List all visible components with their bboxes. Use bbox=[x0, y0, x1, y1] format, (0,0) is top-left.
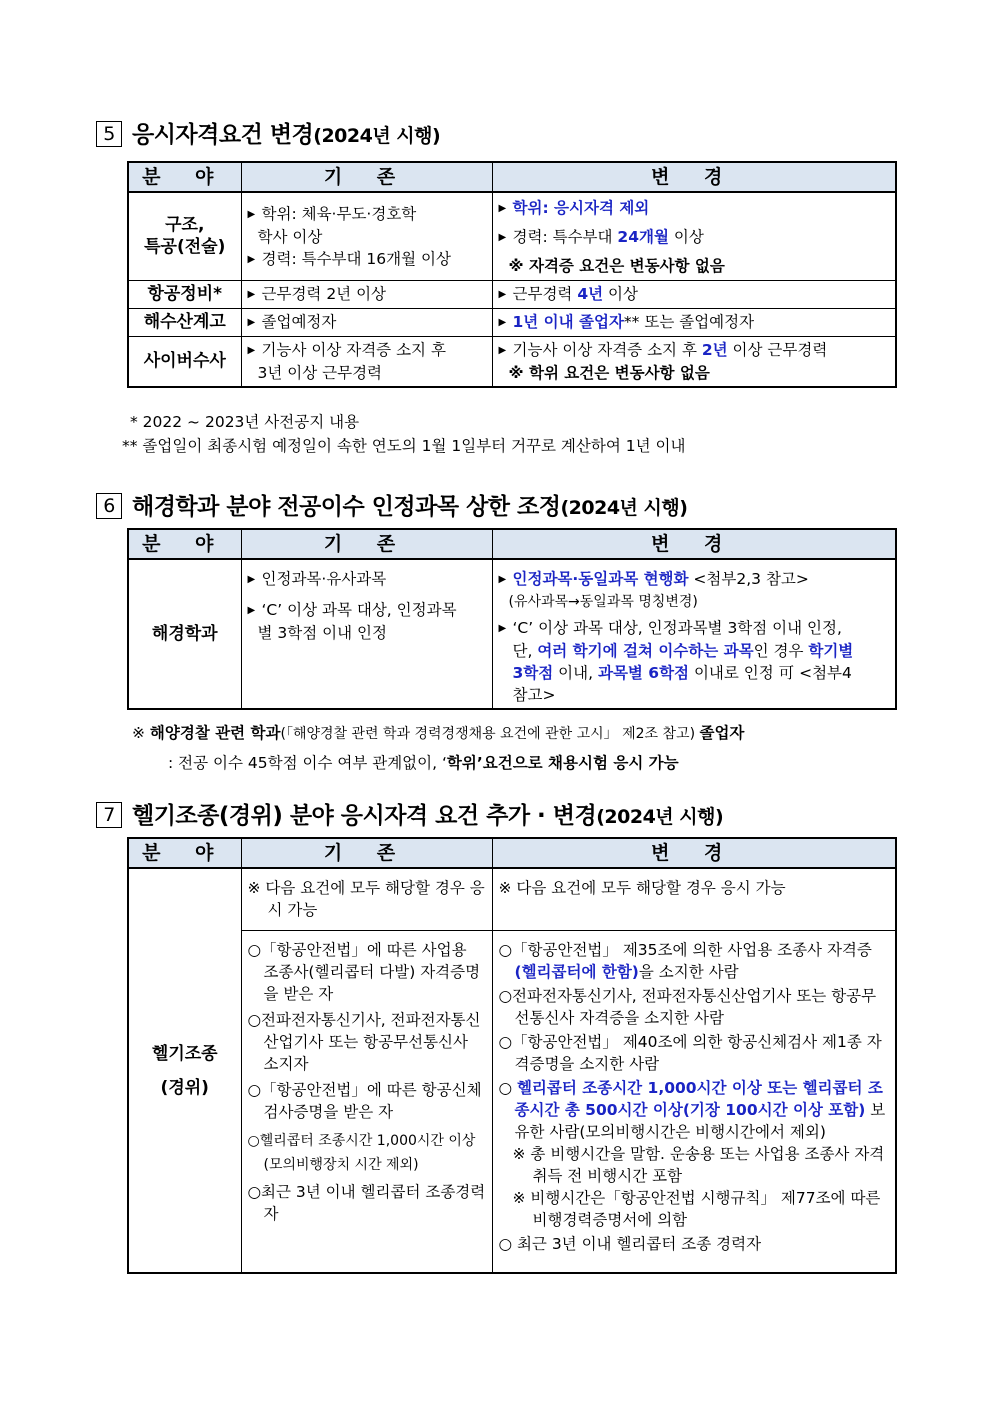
table-section-7 bbox=[127, 837, 897, 1274]
header-change: 변 경 bbox=[492, 529, 896, 559]
footnote-2: ** 졸업일이 최종시험 예정일이 속한 연도의 1월 1일부터 거꾸로 계산하여 1년 이내 bbox=[122, 437, 686, 455]
header-existing: 기 존 bbox=[241, 838, 492, 868]
footnote-1: * 2022 ~ 2023년 사전공지 내용 bbox=[130, 413, 360, 431]
section-number: 6 bbox=[96, 493, 122, 519]
section-7-title bbox=[96, 797, 723, 830]
row-category: 구조, 특공(전술) bbox=[128, 192, 241, 280]
existing-cell: ※ 다음 요건에 모두 해당할 경우 응시 가능 bbox=[241, 868, 492, 930]
header-existing: 기 존 bbox=[241, 529, 492, 559]
table-section-5 bbox=[127, 161, 897, 388]
section-number: 5 bbox=[96, 121, 122, 147]
change-cell: ※ 다음 요건에 모두 해당할 경우 응시 가능 bbox=[492, 868, 896, 930]
section-year: (2024년 시행) bbox=[596, 806, 724, 828]
table-row bbox=[128, 559, 896, 709]
existing-cell: ▶ 졸업예정자 bbox=[241, 308, 492, 336]
header-field: 분 야 bbox=[128, 529, 241, 559]
existing-cell: ▶ 기능사 이상 자격증 소지 후 3년 이상 근무경력 bbox=[241, 336, 492, 387]
change-cell: ▶ 1년 이내 졸업자** 또는 졸업예정자 bbox=[492, 308, 896, 336]
section-5-title bbox=[96, 116, 440, 149]
table-row bbox=[128, 280, 896, 308]
table-row bbox=[128, 192, 896, 280]
row-category: 해수산계고 bbox=[128, 308, 241, 336]
existing-cell: ▶ 근무경력 2년 이상 bbox=[241, 280, 492, 308]
note-department: ※ 해양경찰 관련 학과(「해양경찰 관련 학과 경력경쟁채용 요건에 관한 고시」 제2조 참고) 졸업자 bbox=[132, 724, 745, 742]
existing-cell: ▶ 학위: 체육·무도·경호학 학사 이상 ▶ 경력: 특수부대 16개월 이상 bbox=[241, 192, 492, 280]
table-row bbox=[128, 308, 896, 336]
header-field: 분 야 bbox=[128, 838, 241, 868]
row-category: 항공정비* bbox=[128, 280, 241, 308]
section-title-text: 헬기조종(경위) 분야 응시자격 요건 추가 · 변경 bbox=[132, 803, 597, 829]
note-degree: : 전공 이수 45학점 이수 여부 관계없이, ‘학위’요건으로 채용시험 응시 가능 bbox=[168, 754, 679, 772]
change-cell: ▶ 학위: 응시자격 제외 ▶ 경력: 특수부대 24개월 이상 ※ 자격증 요건은 변동사항 없음 bbox=[492, 192, 896, 280]
change-cell: ○「항공안전법」 제35조에 의한 사업용 조종사 자격증 (헬리콥터에 한함)을 소지한 사람 ○전파전자통신기사, 전파전자통신산업기사 또는 항공무선통신사 자격증을 소지한 사람 ○「항공안전법」 제40조에 의한 항공신체검사 제1종 자격증명을 소지한 사람 ○ 헬리콥터 조종시간 1,000시간 이상 또는 헬리콥터 조종시간 총 500시간 이상(기장 100시간 이상 포함) 보유한 사람(모의비행시간은 비행시간에서 제외) ※ 총 비행시간을 말함. 운송용 또는 사업용 조종사 자격 취득 전 비행시간 포함 ※ 비행시간은「항공안전법 시행규칙」 제77조에 따른 비행경력증명서에 의함 ○ 최근 3년 이내 헬리콥터 조종 경력자 bbox=[492, 930, 896, 1273]
header-field: 분 야 bbox=[128, 162, 241, 192]
section-year: (2024년 시행) bbox=[313, 125, 441, 147]
table-section-6 bbox=[127, 528, 897, 710]
header-change: 변 경 bbox=[492, 838, 896, 868]
change-cell: ▶ 기능사 이상 자격증 소지 후 2년 이상 근무경력 ※ 학위 요건은 변동사항 없음 bbox=[492, 336, 896, 387]
change-cell: ▶ 인정과목·동일과목 현행화 <첨부2,3 참고> (유사과목→동일과목 명칭변경) ▶ ‘C’ 이상 과목 대상, 인정과목별 3학점 이내 인정, 단, 여러 학기에 걸쳐 이수하는 과목인 경우 학기별 3학점 이내, 과목별 6학점 이내로 인정 可 <첨부4 참고> bbox=[492, 559, 896, 709]
change-cell: ▶ 근무경력 4년 이상 bbox=[492, 280, 896, 308]
existing-cell: ○「항공안전법」에 따른 사업용 조종사(헬리콥터 다발) 자격증명을 받은 자 ○전파전자통신기사, 전파전자통신산업기사 또는 항공무선통신사 소지자 ○「항공안전법」에 따른 항공신체검사증명을 받은 자 ○헬리콥터 조종시간 1,000시간 이상(모의비행장치 시간 제외) ○최근 3년 이내 헬리콥터 조종경력자 bbox=[241, 930, 492, 1273]
table-row bbox=[128, 868, 896, 930]
header-change: 변 경 bbox=[492, 162, 896, 192]
section-title-text: 해경학과 분야 전공이수 인정과목 상한 조정 bbox=[132, 494, 561, 520]
section-number: 7 bbox=[96, 802, 122, 828]
table-row bbox=[128, 336, 896, 387]
section-year: (2024년 시행) bbox=[560, 497, 688, 519]
section-6-title bbox=[96, 488, 687, 521]
header-existing: 기 존 bbox=[241, 162, 492, 192]
section-title-text: 응시자격요건 변경 bbox=[132, 122, 314, 148]
table-row bbox=[128, 930, 896, 1273]
row-category: 해경학과 bbox=[128, 559, 241, 709]
row-category: 사이버수사 bbox=[128, 336, 241, 387]
existing-cell: ▶ 인정과목·유사과목 ▶ ‘C’ 이상 과목 대상, 인정과목 별 3학점 이내 인정 bbox=[241, 559, 492, 709]
row-category: 헬기조종 (경위) bbox=[128, 868, 241, 1273]
